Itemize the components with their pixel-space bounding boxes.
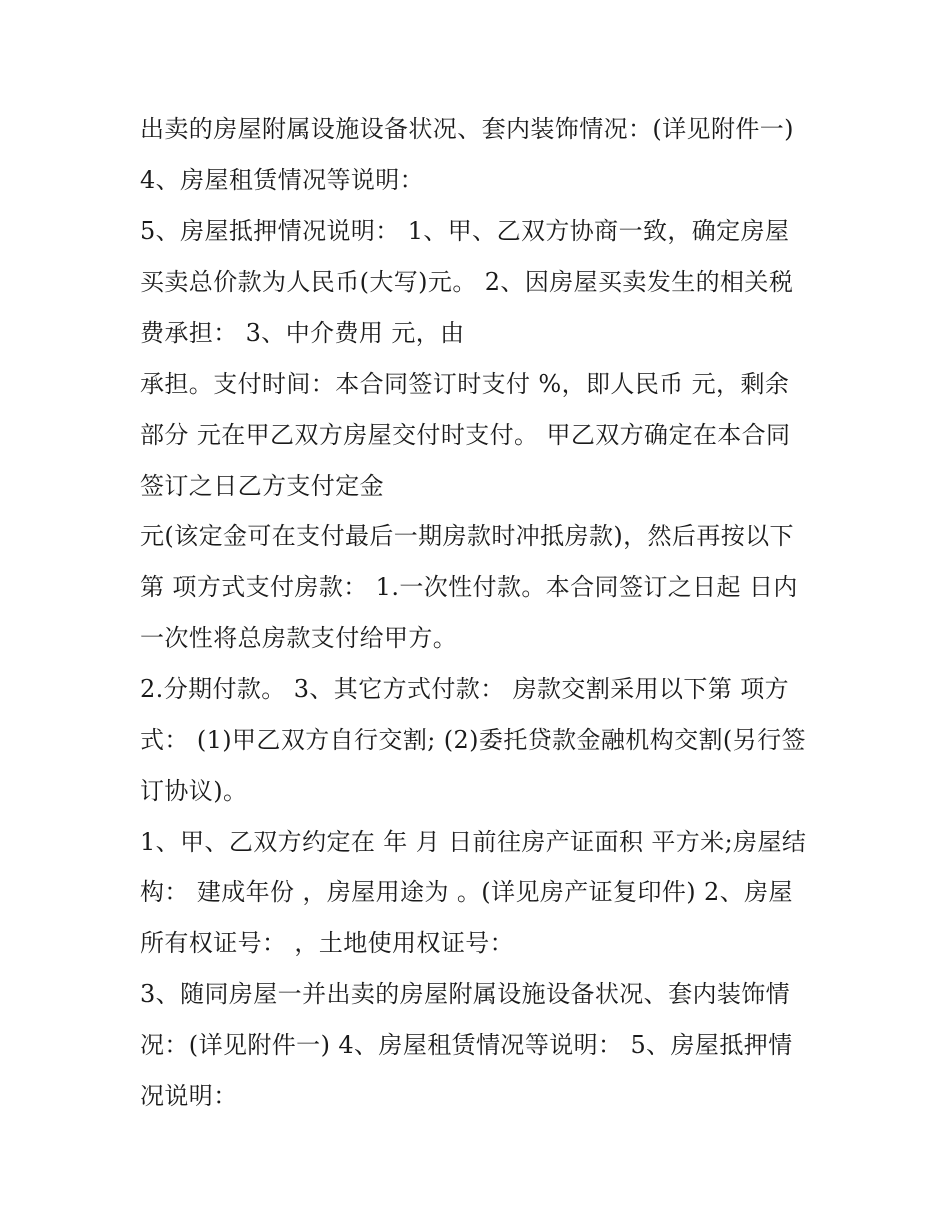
text-line: 况：(详见附件一) 4、房屋租赁情况等说明： 5、房屋抵押情 xyxy=(140,1031,793,1059)
text-line: 1、甲、乙双方约定在 年 月 日前往房产证面积 平方米;房屋结 xyxy=(140,828,807,856)
text-line: 2.分期付款。 3、其它方式付款： 房款交割采用以下第 项方 xyxy=(140,675,790,703)
text-line: 出卖的房屋附属设施设备状况、套内装饰情况：(详见附件一) xyxy=(140,115,794,143)
text-line: 4、房屋租赁情况等说明： xyxy=(140,166,425,194)
text-line: 订协议)。 xyxy=(140,777,248,805)
text-line: 式： (1)甲乙双方自行交割; (2)委托贷款金融机构交割(另行签 xyxy=(140,726,806,754)
text-line: 买卖总价款为人民币(大写)元。 2、因房屋买卖发生的相关税 xyxy=(140,268,794,296)
text-line: 费承担： 3、中介费用 元，由 xyxy=(140,319,465,347)
text-line: 构： 建成年份 ，房屋用途为 。(详见房产证复印件) 2、房屋 xyxy=(140,878,793,906)
text-line: 一次性将总房款支付给甲方。 xyxy=(140,624,458,652)
text-line: 第 项方式支付房款： 1.一次性付款。本合同签订之日起 日内 xyxy=(140,573,798,601)
text-line: 签订之日乙方支付定金 xyxy=(140,472,384,500)
text-line: 元(该定金可在支付最后一期房款时冲抵房款)，然后再按以下 xyxy=(140,522,794,550)
text-line: 5、房屋抵押情况说明： 1、甲、乙双方协商一致，确定房屋 xyxy=(140,217,790,245)
text-line: 况说明： xyxy=(140,1082,238,1110)
text-line: 3、随同房屋一并出卖的房屋附属设施设备状况、套内装饰情 xyxy=(140,980,791,1008)
text-line: 承担。支付时间：本合同签订时支付 %，即人民币 元，剩余 xyxy=(140,370,790,398)
text-line: 部分 元在甲乙双方房屋交付时支付。 甲乙双方确定在本合同 xyxy=(140,421,791,449)
text-line: 所有权证号： ，土地使用权证号： xyxy=(140,929,515,957)
